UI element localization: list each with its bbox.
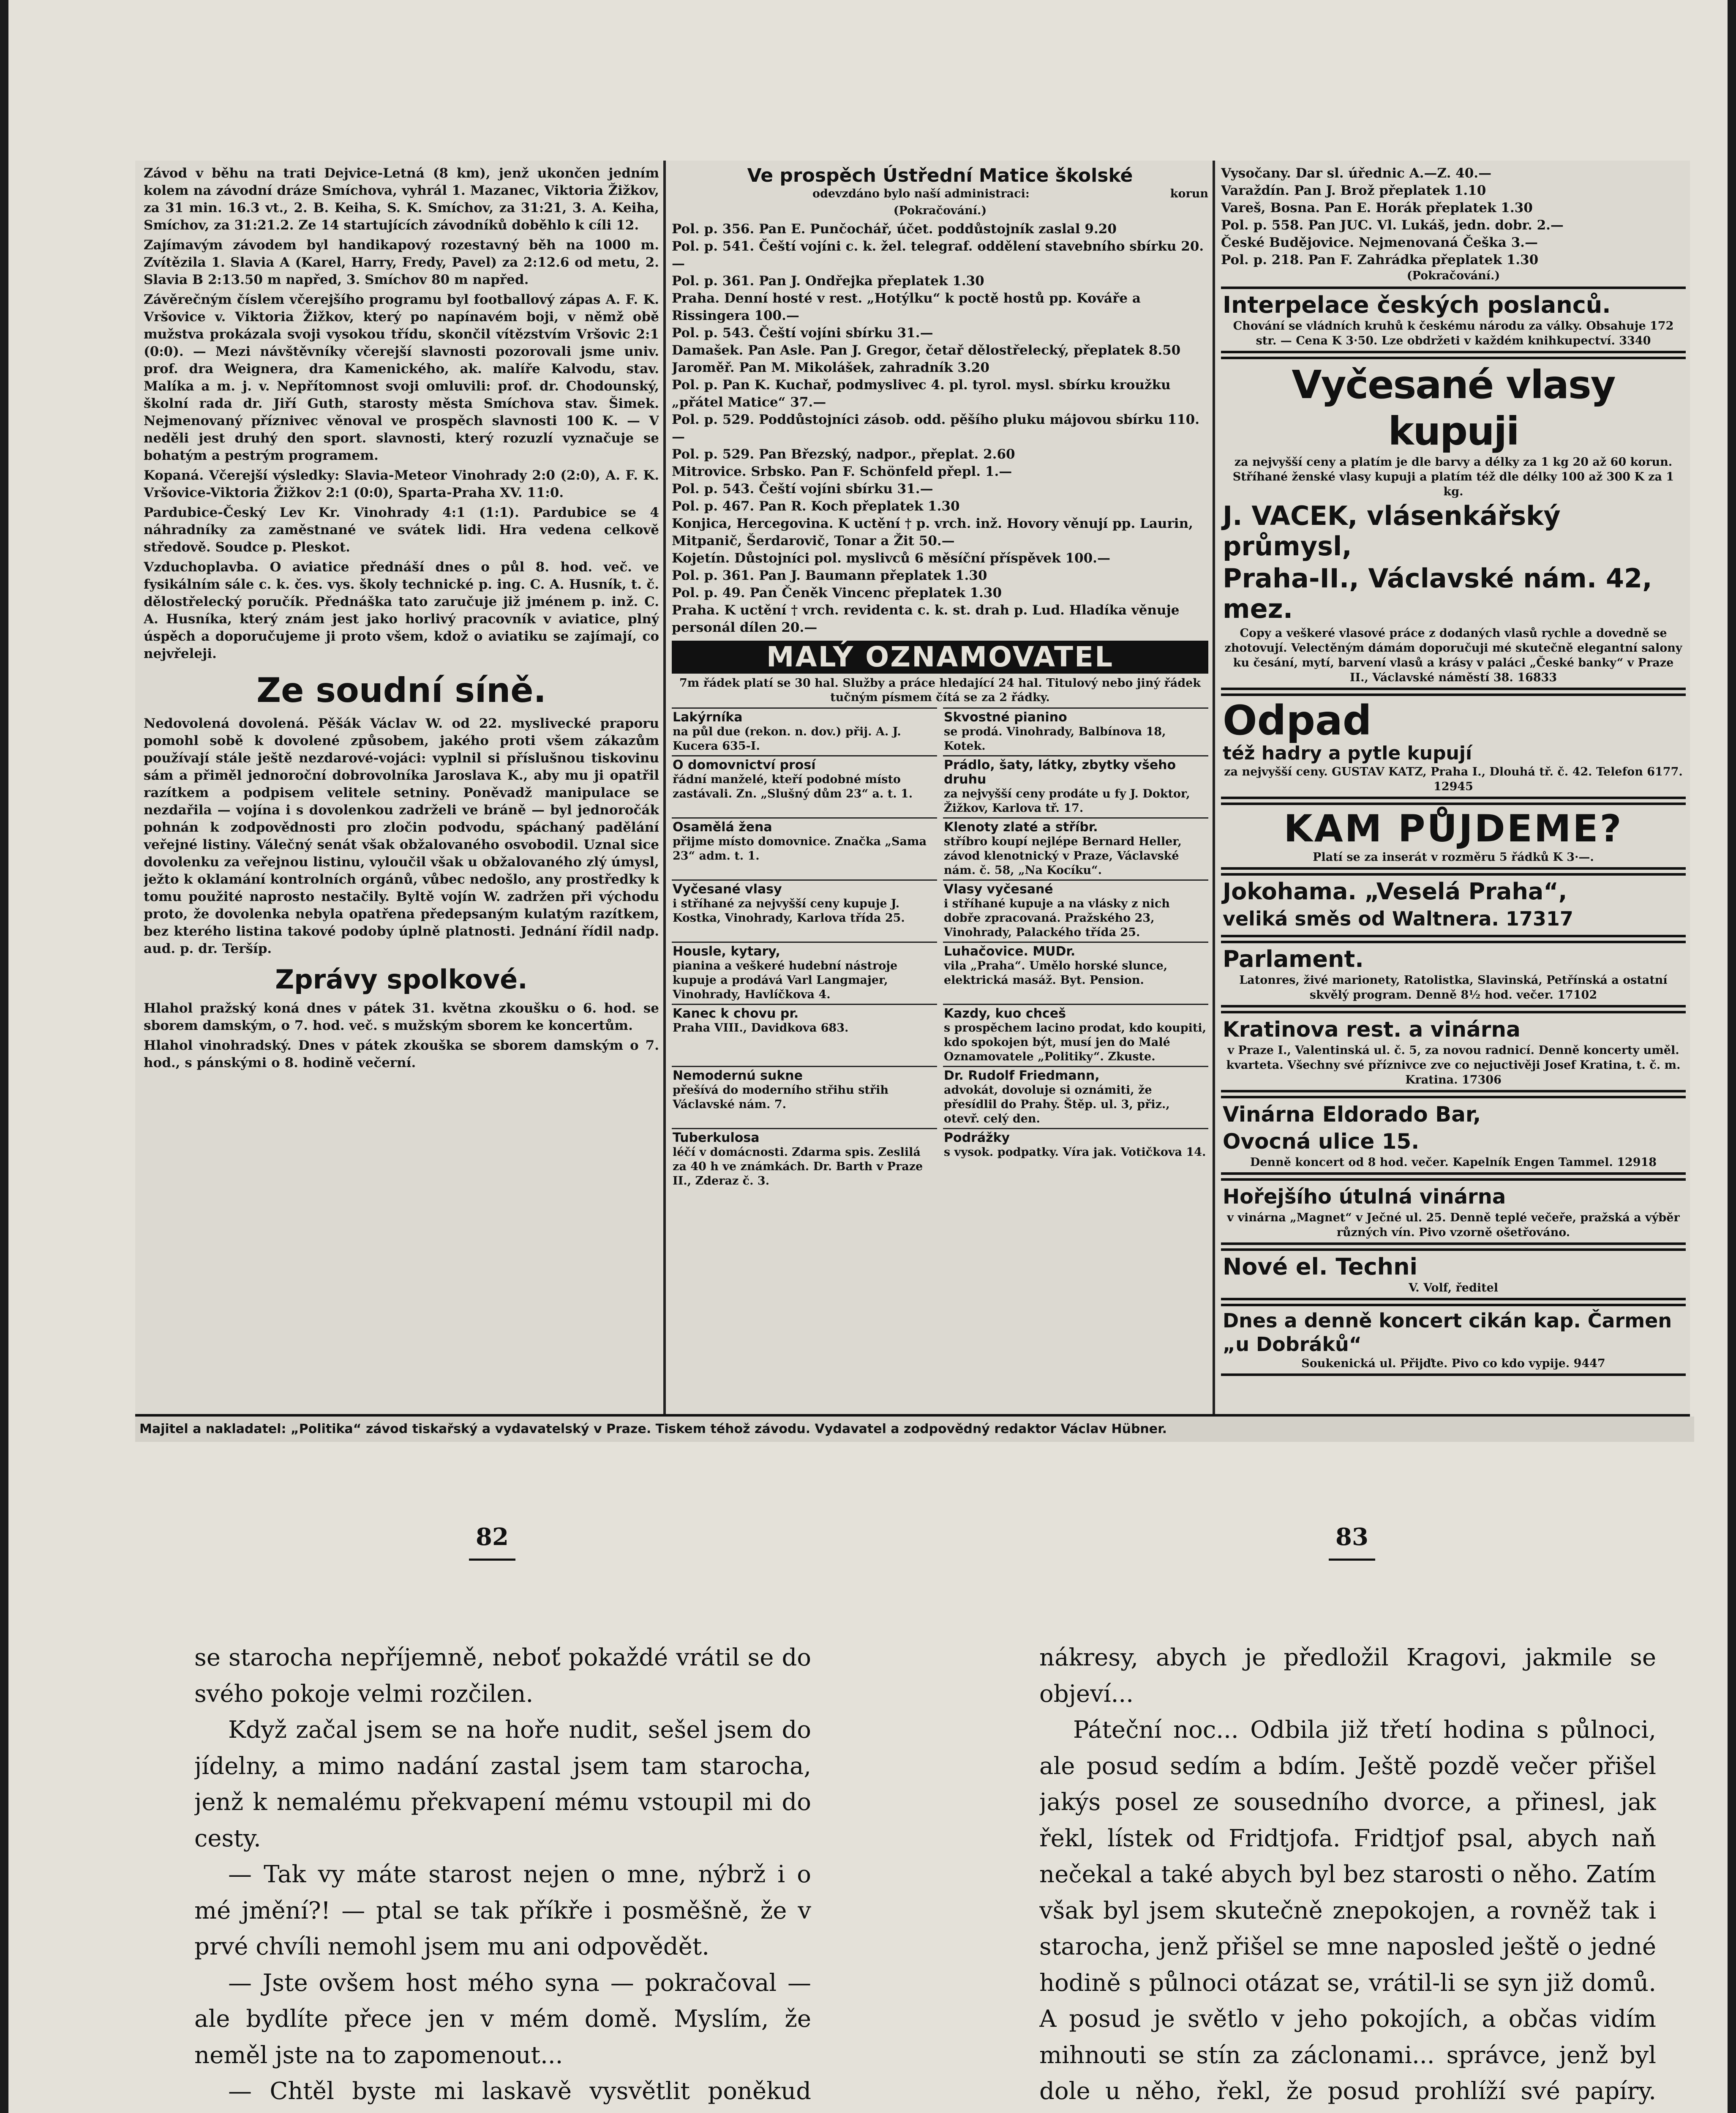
classified-ad (672, 817, 937, 879)
donation-row: Vysočany. Dar sl. úřednic A.—Z. 40.— (1221, 166, 1492, 181)
ad-text: Latonres, živé marionety, Ratolistka, Slavinská, Petřínská a ostatní skvělý program. Denně 8½ hod. večer. 17102 (1239, 974, 1668, 1002)
column-ads (1221, 165, 1686, 1416)
classified-text: řádní manželé, kteří podobné místo zastávali. Zn. „Slušný dům 23“ a. t. 1. (673, 773, 913, 800)
classified-title: Housle, kytary, (673, 944, 780, 959)
book-paragraph: — Chtěl byste mi laskavě vysvětlit poněkud (228, 2078, 811, 2105)
ad-title: Interpelace českých poslanců. (1223, 292, 1611, 318)
ad-title: Hořejšího útulná vinárna (1223, 1185, 1506, 1209)
classified-text: léčí v domácnosti. Zdarma spis. Zeslilá za 40 h ve známkách. Dr. Barth v Praze II., Zderaz č. 3. (673, 1146, 923, 1188)
ad-kratinova (1221, 1011, 1686, 1092)
donation-row: Kojetín. Důstojníci pol. myslivců 6 měsíční příspěvek 100.— (672, 551, 1110, 566)
classified-title: Vlasy vyčesané (944, 882, 1053, 897)
ad-text: Chování se vládních kruhů k českému národu za války. Obsahuje 172 str. — Cena K 3·50. Lze obdržeti v každém knihkupectví. 3340 (1233, 319, 1674, 347)
classified-title: O domovnictví prosí (673, 758, 816, 773)
ad-title: Dnes a denně koncert cikán kap. Čarmen „u Dobráků“ (1223, 1309, 1672, 1356)
classified-ad (672, 1004, 937, 1066)
ad-parlament (1221, 941, 1686, 1007)
classified-title: Kazdy, kuo chceš (944, 1006, 1066, 1021)
sport-paragraph: Závod v běhu na trati Dejvice-Letná (8 km), jenž ukončen jedním kolem na závodní dráze Smíchova, vyhrál 1. Mazanec, Viktoria Žižkov, za 31 min. 16.3 vt., 2. B. Keiha, S. K. Smíchov, za 31:21, 3. A. Keiha, Smíchov, za 31:21.2. Ze 14 startujících závodníků doběhlo k cíli 12. (144, 166, 659, 233)
newspaper-clipping (135, 161, 1690, 1420)
classified-ad (672, 1128, 937, 1190)
donation-row: Pol. p. 529. Poddůstojníci zásob. odd. pěšího pluku májovou sbírku 110.— (672, 412, 1200, 445)
ad-text: Copy a veškeré vlasové práce z dodaných vlasů rychle a dovedně se zhotovují. Velectěným dámám doporučuji mé skutečně elegantní salony ku česání, mytí, barvení vlasů a krásy v paláci „České banky“ v Praze II., Václavské náměstí 38. 16833 (1224, 627, 1682, 684)
donation-row: Pol. p. 467. Pan R. Koch přeplatek 1.30 (672, 499, 960, 514)
book-paragraph: Páteční noc... Odbila již třetí hodina s půlnoci, ale posud sedím a bdím. Ještě pozdě večer přišel jakýs posel ze sousedního dvorce, a přinesl, jak řekl, lístek od Fridtjofa. Fridtjof psal, abych naň nečekal a také abych byl bez starosti o něho. Zatím však byl jsem skutečně znepokojen, a rovněž tak i starocha, jenž přišel se mne naposled ještě o jedné hodině s půlnoci otázat se, vrátil-li se syn již domů. A posud je světlo v jeho pokojích, a občas vidím mihnouti se stín za záclonami... správce, jenž byl dole u něho, řekl, že posud prohlíží své papíry. (1039, 1716, 1656, 2105)
ad-text: Denně koncert od 8 hod. večer. Kapelník Engen Tammel. 12918 (1250, 1156, 1657, 1169)
classified-title: Vyčesané vlasy (673, 882, 782, 897)
sport-paragraph: Zajímavým závodem byl handikapový rozestavný běh na 1000 m. Zvítězila 1. Slavia A (Karel, Harry, Fredy, Pavel) za 2:12.6 od metu, 2. Slavia B 2:13.50 m napřed, 3. Smíchov 80 m napřed. (144, 238, 659, 287)
society-paragraph: Hlahol vinohradský. Dnes v pátek zkouška se sborem damským o 7. hod., s pánskými o 8. hodině večerní. (144, 1038, 659, 1070)
sport-paragraph: Kopaná. Včerejší výsledky: Slavia-Meteor Vinohrady 2:0 (2:0), A. F. K. Vršovice-Viktoria Žižkov 2:1 (0:0), Sparta-Praha XV. 11:0. (144, 468, 659, 500)
donations-subheading-text: odevzdáno bylo naší administraci: (812, 187, 1030, 200)
classified-title: Podrážky (944, 1130, 1010, 1145)
book-paragraph: — Tak vy máte starost nejen o mne, nýbrž i o mé jmění?! — ptal se tak příkře i posměšně, že v prvé chvíli nemohl jsem mu ani odpovědět. (194, 1861, 811, 1960)
sport-paragraph: Závěrečným číslem včerejšího programu byl footballový zápas A. F. K. Vršovice v. Viktoria Žižkov, který po napínavém boji, v němž obě mužstva prokázala svoji vysokou třídu, skončil vítězstvím Vršovic 2:1 (0:0). — Mezi návštěvníky včerejší slavnosti pozorovali jsme univ. prof. dra Weignera, dra Kamenického, ak. malíře Kalvodu, stav. Malíka a m. j. v. Nepřítomnost svoji omluvili: prof. dr. Chodounský, školní rada dr. Jiří Guth, starosty města Smíchova stav. Šimek. Nejmenovaný příznivec věnoval ve prospěch slavnosti 100 K. — V neděli jest druhý den sport. slavnosti, který rozuzlí vyznačuje se bohatým a pestrým programem. (144, 292, 659, 463)
classifieds-note: 7m řádek platí se 30 hal. Služby a práce hledající 24 hal. Titulový nebo jiný řádek tučným písmem čítá se za 2 řádky. (679, 677, 1201, 704)
ad-text: v Praze I., Valentinská ul. č. 5, za novou radnicí. Denně koncerty uměl. kvarteta. Všechny své příznivce zve co nejuctivěji Josef Kratina, t. č. m. Kratina. 17306 (1226, 1044, 1681, 1087)
classified-text: Praha VIII., Davidkova 683. (673, 1021, 849, 1035)
ad-dobraku (1221, 1304, 1686, 1376)
section-kam-pujdeme (1221, 803, 1686, 870)
donation-row: Pol. p. 543. Čeští vojíni sbírku 31.— (672, 325, 933, 341)
classified-text: pianina a veškeré hudební nástroje kupuje a prodává Varl Langmajer, Vinohrady, Havlíčkova 4. (673, 959, 898, 1001)
ad-title: Vyčesané vlasy kupuji (1292, 362, 1615, 454)
classified-text: se prodá. Vinohrady, Balbínova 18, Kotek. (944, 725, 1166, 753)
page-number-right: 83 (1335, 1523, 1368, 1551)
classified-text: přešívá do moderního střihu střih Václavské nám. 7. (673, 1084, 888, 1111)
ad-subtitle: Ovocná ulice 15. (1223, 1129, 1420, 1154)
donation-row: Damašek. Pan Asle. Pan J. Gregor, četař dělostřelecký, přeplatek 8.50 (672, 343, 1181, 358)
column-donations (672, 165, 1208, 1416)
classified-title: Tuberkulosa (673, 1130, 760, 1145)
donation-row: Mitrovice. Srbsko. Pan F. Schönfeld přepl. 1.— (672, 464, 1012, 479)
column-sport (144, 165, 659, 1416)
classified-ad (943, 755, 1208, 817)
section-title: KAM PŮJDEME? (1284, 807, 1623, 850)
court-heading: Ze soudní síně. (256, 671, 546, 710)
classified-title: Osamělá žena (673, 820, 772, 835)
donation-row: Praha. K uctění † vrch. revidenta c. k. st. drah p. Lud. Hladíka věnuje personál dílen 20.— (672, 603, 1180, 635)
ad-text: v vinárna „Magnet“ v Ječné ul. 25. Denně teplé večeře, pražská a výběr různých vín. Pivo vzorně ošetřováno. (1227, 1211, 1680, 1239)
classified-title: Kanec k chovu pr. (673, 1006, 799, 1021)
ad-horejsi (1221, 1178, 1686, 1245)
ad-odpad (1221, 693, 1686, 799)
donation-list (672, 221, 1208, 636)
classified-title: Prádlo, šaty, látky, zbytky všeho druhu (944, 758, 1176, 787)
book-paragraph: — Jste ovšem host mého syna — pokračoval — ale bydlíte přece jen v mém domě. Myslím, že neměl jste na to zapomenout... (194, 1969, 811, 2069)
classified-text: advokát, dovoluje si oznámiti, že přesídlil do Prahy. Štěp. ul. 3, přiz., otevř. celý den. (944, 1084, 1170, 1125)
classified-ad (672, 707, 937, 755)
donation-row: Pol. p. 361. Pan J. Ondřejka přeplatek 1.30 (672, 273, 984, 289)
ad-title: Parlament. (1223, 946, 1364, 972)
classified-text: za nejvyšší ceny prodáte u fy J. Doktor, Žižkov, Karlova tř. 17. (944, 787, 1190, 815)
classified-ad (943, 1004, 1208, 1066)
donation-row: Pol. p. 543. Čeští vojíni sbírku 31.— (672, 481, 933, 497)
classifieds-heading: MALÝ OZNAMOVATEL (672, 641, 1208, 674)
classified-text: přijme místo domovnice. Značka „Sama 23“ adm. t. 1. (673, 835, 927, 863)
classified-text: na půl due (rekon. n. dov.) přij. A. J. Kucera 635-I. (673, 725, 901, 753)
donation-row: Varaždín. Pan J. Brož přeplatek 1.10 (1221, 183, 1486, 198)
ad-jokohama (1221, 873, 1686, 937)
ad-title: též hadry a pytle kupují (1223, 743, 1472, 764)
book-paragraph: Když začal jsem se na hoře nudit, sešel jsem do jídelny, a mimo nadání zastal jsem tam starocha, jenž k nemalému překvapení mému vstoupil mi do cesty. (194, 1716, 811, 1852)
ad-text: za nejvyšší ceny a platím je dle barvy a délky za 1 kg 20 až 60 korun. Stříhané ženské vlasy kupuji a platím též dle délky 100 až 300 K za 1 kg. (1232, 456, 1674, 498)
ad-eldorado (1221, 1096, 1686, 1175)
book-paragraph: se starocha nepříjemně, neboť pokaždé vrátil se do svého pokoje velmi rozčilen. (194, 1644, 811, 1708)
classified-ad (943, 879, 1208, 942)
sport-paragraph: Vzduchoplavba. O aviatice přednáší dnes o půl 8. hod. več. ve fysikálním sále c. k. čes. vys. školy technické p. ing. C. A. Husník, t. č. dělostřelecký poručík. Přednáška tato zaručuje již jménem p. inž. C. A. Husníka, který znám jest jako horlivý pracovník v aviatice, plný úspěch a doporučujeme ji proto všem, kdož o aviatiku se zajímají, co nejvřeleji. (144, 560, 659, 661)
donation-row: Pol. p. 356. Pan E. Punčochář, účet. poddůstojník zaslal 9.20 (672, 221, 1117, 237)
ad-interpelace (1221, 287, 1686, 353)
classified-text: s prospěchem lacino prodat, kdo koupiti, kdo spokojen být, musí jen do Malé Oznamovatele „Politiky“. Zkuste. (944, 1021, 1207, 1063)
publisher-imprint: Majitel a nakladatel: „Politika“ závod tiskařský a vydavatelský v Praze. Tiskem téhož závodu. Vydavatel a zodpovědný redaktor Václav Hübner. (135, 1417, 1694, 1442)
donation-row: Pol. p. 49. Pan Čeněk Vincenc přeplatek 1.30 (672, 585, 1002, 601)
ad-title-word: Odpad (1223, 697, 1372, 744)
section-note: Platí se za inserát v rozměru 5 řádků K 3·—. (1313, 851, 1594, 864)
book-page-left (194, 1640, 811, 2113)
classified-text: vila „Praha“. Umělo horské slunce, elektrická masáž. Byt. Pension. (944, 959, 1168, 987)
ad-title: Jokohama. „Veselá Praha“, (1223, 878, 1567, 905)
classified-ad (943, 707, 1208, 755)
book-page-right (1039, 1640, 1656, 2113)
society-paragraph: Hlahol pražský koná dnes v pátek 31. května zkoušku o 6. hod. se sborem damským, o 7. hod. več. s mužským sborem ke koncertům. (144, 1001, 659, 1033)
ad-firm-address: Praha-II., Václavské nám. 42, mez. (1223, 563, 1652, 624)
donations-heading: Ve prospěch Ústřední Matice školské (747, 165, 1133, 186)
ad-text: V. Volf, ředitel (1408, 1281, 1499, 1294)
donation-row: Praha. Denní hosté v rest. „Hotýlku“ k poctě hostů pp. Kováře a Rissingera 100.— (672, 291, 1141, 323)
classified-text: stříbro koupí nejlépe Bernard Heller, závod klenotnický v Praze, Václavské nám. č. 58, „Na Kocíku“. (944, 835, 1182, 877)
classified-ad (943, 1128, 1208, 1190)
donation-row: Pol. p. 361. Pan J. Baumann přeplatek 1.30 (672, 568, 987, 583)
classified-title: Nemodernú sukne (673, 1068, 803, 1083)
donation-row: Pol. p. 541. Čeští vojíni c. k. žel. telegraf. oddělení stavebního sbírku 20.— (672, 239, 1204, 271)
ad-vacek (1221, 357, 1686, 690)
ad-subtitle: veliká směs od Waltnera. 17317 (1223, 907, 1573, 930)
classified-ad (672, 1066, 937, 1128)
ad-title: Nové el. Techni (1223, 1253, 1418, 1280)
continued-note: (Pokračování.) (1406, 269, 1500, 282)
classified-title: Klenoty zlaté a stříbr. (944, 820, 1098, 835)
scanned-page (8, 0, 1728, 2113)
ad-title: Kratinova rest. a vinárna (1223, 1017, 1521, 1042)
classified-title: Lakýrníka (673, 710, 743, 725)
donation-row: Pol. p. 558. Pan JUC. Vl. Lukáš, jedn. dobr. 2.— (1221, 218, 1564, 233)
book-paragraph: nákresy, abych je předložil Kragovi, jakmile se objeví... (1039, 1644, 1656, 1708)
donation-row: České Budějovice. Nejmenovaná Češka 3.— (1221, 235, 1538, 250)
donation-row: Pol. p. Pan K. Kuchař, podmyslivec 4. pl. tyrol. mysl. sbírku kroužku „přátel Matice“ 37.— (672, 377, 1171, 410)
continued-note: (Pokračování.) (893, 204, 987, 217)
classifieds-grid (672, 707, 1208, 1190)
ad-firm-name: J. VACEK, vlásenkářský průmysl, (1223, 500, 1561, 562)
donation-row: Pol. p. 529. Pan Březský, nadpor., přeplat. 2.60 (672, 447, 1015, 462)
classified-title: Dr. Rudolf Friedmann, (944, 1068, 1100, 1083)
currency-label: korun (1170, 187, 1208, 200)
page-number-underline (469, 1559, 515, 1561)
classified-ad (672, 879, 937, 942)
page-number-left: 82 (476, 1523, 509, 1551)
donation-row: Pol. p. 218. Pan F. Zahrádka přeplatek 1.30 (1221, 252, 1539, 268)
classified-title: Luhačovice. MUDr. (944, 944, 1076, 959)
classified-ad (672, 755, 937, 817)
donation-row: Konjica, Hercegovina. K uctění † p. vrch. inž. Hovory věnují pp. Laurin, Mitpanič, Šerdarovič, Tonar a Žit 50.— (672, 516, 1193, 549)
ad-text: za nejvyšší ceny. GUSTAV KATZ, Praha I., Dlouhá tř. č. 42. Telefon 6177. 12945 (1224, 765, 1683, 793)
column-rule (663, 161, 666, 1420)
classified-text: i stříhané kupuje a na vlásky z nich dobře zpracovaná. Pražského 23, Vinohrady, Palackého třída 25. (944, 897, 1170, 939)
classified-ad (943, 1066, 1208, 1128)
classified-ad (672, 942, 937, 1004)
societies-heading: Zprávy spolkové. (275, 964, 528, 995)
sport-paragraph: Pardubice-Český Lev Kr. Vinohrady 4:1 (1:1). Pardubice se 4 náhradníky za zaměstnané ve svátek lidi. Hra vedena celkově středově. Soudce p. Pleskot. (144, 505, 659, 555)
ad-text: Soukenická ul. Přijďte. Pivo co kdo vypije. 9447 (1301, 1357, 1605, 1370)
classified-ad (943, 817, 1208, 879)
donations-subheading (672, 187, 1208, 201)
ad-nove-el (1221, 1248, 1686, 1300)
column-rule (1213, 161, 1215, 1420)
donation-row: Vareš, Bosna. Pan E. Horák přeplatek 1.30 (1221, 200, 1533, 216)
ad-title: Vinárna Eldorado Bar, (1223, 1102, 1481, 1127)
classified-text: i stříhané za nejvyšší ceny kupuje J. Kostka, Vinohrady, Karlova třída 25. (673, 897, 905, 925)
classified-text: s vysok. podpatky. Víra jak. Votičkova 14. (944, 1146, 1206, 1159)
court-paragraph: Nedovolená dovolená. Pěšák Václav W. od 22. myslivecké praporu pomohl sobě k dovolené způsobem, jakého proti všem zákazům používají stále ještě nezdarové-vojáci: vyplnil si příslušnou tiskovinu sám a přiměl jednoroční dobrovolníka Jaroslava K., aby mu ji opatřil razítkem a podpisem velitele setniny. Poněvadž manipulace se nezdařila — vojína i s dovolenkou zadrželi ve bráně — byl jednoročák pohnán k zodpovědnosti pro zločin podvodu, spáchaný padělání veřejné listiny. Válečný senát však obžalovaného osvobodil. Uznal sice dovolenku za veřejnou listinu, vyloučil však u obžalovaného zlý úmysl, ježto k oklamání kontrolních orgánů, vůbec nedošlo, any prostředky k tomu použité naprosto nestačily. Byltě vojín W. zadržen při východu proto, že dovolenka nebyla opatřena předepsaným kulatým razítkem, bez kterého listina takové podoby úplně platnosti. Jednání řídil nadp. aud. p. dr. Teršíp. (144, 716, 659, 956)
classified-ad (943, 942, 1208, 1004)
page-number-underline (1329, 1559, 1375, 1561)
donation-row: Jaroměř. Pan M. Mikolášek, zahradník 3.20 (672, 360, 989, 375)
classified-title: Skvostné pianino (944, 710, 1067, 725)
